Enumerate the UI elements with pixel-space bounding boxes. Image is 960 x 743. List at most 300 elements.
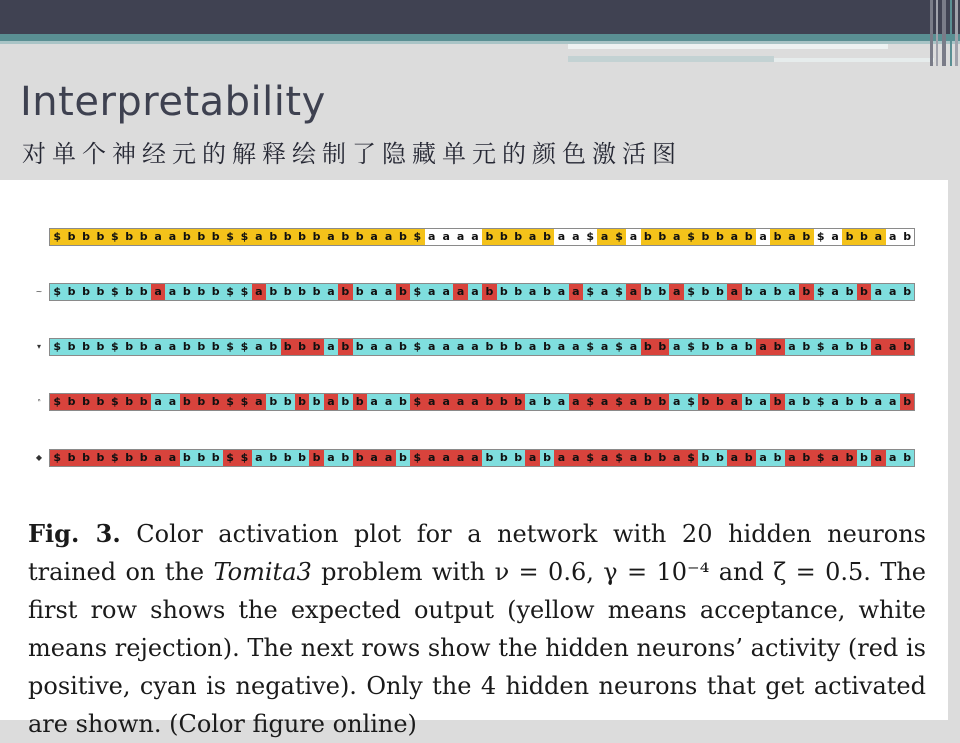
activation-cell: b (64, 284, 78, 300)
activation-cell: b (208, 394, 222, 410)
activation-cell: b (122, 284, 136, 300)
activation-cell: a (252, 394, 266, 410)
activation-cell: a (669, 339, 683, 355)
activation-cell: $ (612, 339, 626, 355)
activation-cell: a (554, 229, 568, 245)
activation-cell: b (194, 394, 208, 410)
activation-cell: b (281, 229, 295, 245)
activation-cell: $ (612, 450, 626, 466)
activation-cell: a (871, 339, 885, 355)
activation-cell: b (266, 284, 280, 300)
caption-text: Color activation plot for a network with 20 hidden neurons trained on the (28, 520, 927, 586)
caption-italic: Tomita3 (213, 558, 312, 586)
activation-cell: a (252, 339, 266, 355)
activation-cell: b (655, 450, 669, 466)
activation-cell: b (338, 229, 352, 245)
activation-cell: b (540, 284, 554, 300)
activation-cell: a (425, 339, 439, 355)
activation-cell: a (381, 284, 395, 300)
activation-cell: a (165, 339, 179, 355)
activation-cell: $ (684, 229, 698, 245)
activation-cell: b (742, 284, 756, 300)
activation-cell: b (122, 339, 136, 355)
activation-cell: b (208, 450, 222, 466)
activation-cell: a (367, 339, 381, 355)
activation-cell: b (266, 450, 280, 466)
activation-cell: b (194, 339, 208, 355)
activation-cell: b (136, 394, 150, 410)
activation-cell: a (569, 229, 583, 245)
activation-cell: b (713, 284, 727, 300)
activation-cell: $ (612, 394, 626, 410)
activation-cell: b (208, 284, 222, 300)
slide-title: Interpretability (20, 79, 326, 125)
activation-cell: b (511, 284, 525, 300)
row-marker: ᐢ (37, 397, 41, 406)
activation-cell: a (439, 450, 453, 466)
activation-cell: b (194, 450, 208, 466)
activation-cell: $ (50, 339, 64, 355)
activation-cell: b (770, 394, 784, 410)
activation-cell: a (425, 284, 439, 300)
activation-cell: b (842, 394, 856, 410)
activation-cell: a (324, 229, 338, 245)
activation-cell: a (886, 229, 900, 245)
activation-cell: b (698, 394, 712, 410)
activation-cell: b (511, 339, 525, 355)
activation-cell: a (669, 394, 683, 410)
activation-cell: a (151, 394, 165, 410)
activation-cell: $ (410, 339, 424, 355)
activation-cell: b (482, 450, 496, 466)
activation-cell: b (900, 284, 914, 300)
activation-cell: $ (612, 284, 626, 300)
activation-cell: a (453, 229, 467, 245)
activation-cell: a (367, 394, 381, 410)
activation-cell: a (597, 394, 611, 410)
activation-cell: b (180, 450, 194, 466)
activation-cell: b (799, 284, 813, 300)
activation-cell: a (439, 229, 453, 245)
activation-cell: b (742, 229, 756, 245)
activation-cell: a (626, 394, 640, 410)
activation-cell: a (785, 394, 799, 410)
activation-cell: b (136, 229, 150, 245)
activation-cell: b (698, 450, 712, 466)
activation-cell: a (569, 450, 583, 466)
activation-cell: b (857, 450, 871, 466)
activation-cell: $ (814, 229, 828, 245)
activation-cell: b (136, 284, 150, 300)
activation-cell: b (281, 394, 295, 410)
activation-cell: b (742, 339, 756, 355)
activation-cell: a (828, 450, 842, 466)
activation-cell: a (828, 284, 842, 300)
activation-cell: a (669, 450, 683, 466)
activation-cell: b (799, 450, 813, 466)
activation-cell: $ (108, 229, 122, 245)
activation-cell: a (554, 450, 568, 466)
activation-cell: b (497, 284, 511, 300)
activation-cell: a (468, 284, 482, 300)
activation-cell: b (338, 284, 352, 300)
activation-cell: $ (50, 394, 64, 410)
activation-cell: a (756, 394, 770, 410)
activation-row-neuron-1 (49, 283, 915, 301)
activation-cell: a (756, 229, 770, 245)
activation-cell: b (353, 339, 367, 355)
activation-cell: b (353, 450, 367, 466)
activation-cell: a (554, 394, 568, 410)
activation-cell: b (208, 229, 222, 245)
activation-cell: b (497, 339, 511, 355)
activation-cell: b (295, 450, 309, 466)
activation-cell: a (439, 394, 453, 410)
activation-cell: b (79, 339, 93, 355)
activation-cell: a (597, 450, 611, 466)
activation-cell: b (799, 229, 813, 245)
activation-cell: b (64, 450, 78, 466)
activation-cell: b (295, 229, 309, 245)
activation-cell: a (468, 229, 482, 245)
activation-cell: b (309, 450, 323, 466)
activation-cell: $ (237, 229, 251, 245)
activation-cell: a (727, 284, 741, 300)
activation-cell: a (727, 394, 741, 410)
activation-cell: b (122, 229, 136, 245)
activation-cell: b (122, 394, 136, 410)
activation-cell: a (367, 284, 381, 300)
activation-cell: b (857, 284, 871, 300)
activation-cell: a (871, 284, 885, 300)
activation-cell: a (367, 450, 381, 466)
activation-cell: b (64, 394, 78, 410)
activation-cell: $ (108, 339, 122, 355)
activation-cell: b (900, 394, 914, 410)
activation-cell: $ (223, 229, 237, 245)
activation-cell: b (511, 394, 525, 410)
slide-subtitle: 对单个神经元的解释绘制了隐藏单元的颜色激活图 (22, 140, 682, 168)
activation-cell: b (309, 339, 323, 355)
activation-cell: $ (410, 284, 424, 300)
activation-cell: $ (223, 284, 237, 300)
activation-cell: $ (684, 394, 698, 410)
activation-cell: a (569, 339, 583, 355)
activation-cell: b (64, 339, 78, 355)
activation-cell: a (252, 284, 266, 300)
activation-cell: b (281, 284, 295, 300)
activation-cell: a (381, 339, 395, 355)
activation-cell: a (525, 229, 539, 245)
activation-cell: b (338, 394, 352, 410)
activation-cell: b (64, 229, 78, 245)
activation-cell: a (525, 450, 539, 466)
activation-cell: b (93, 284, 107, 300)
activation-cell: b (482, 229, 496, 245)
activation-cell: a (165, 284, 179, 300)
activation-cell: a (367, 229, 381, 245)
activation-cell: $ (583, 394, 597, 410)
activation-cell: $ (684, 450, 698, 466)
activation-cell: b (309, 229, 323, 245)
activation-cell: b (770, 339, 784, 355)
activation-cell: b (540, 394, 554, 410)
activation-cell: a (785, 229, 799, 245)
activation-cell: b (540, 339, 554, 355)
activation-cell: b (122, 450, 136, 466)
activation-cell: a (453, 339, 467, 355)
activation-cell: a (381, 229, 395, 245)
caption-text-continued: problem with ν = 0.6, γ = 10⁻⁴ and ζ = 0.5. The first row shows the expected output (yellow means acceptance, white means rejection). The next rows show the hidden neurons’ activity (red is positive, cyan is negative). Only the 4 hidden neurons that get activated are shown. (Color figure online) (28, 558, 926, 738)
activation-cell: $ (814, 450, 828, 466)
activation-cell: $ (410, 450, 424, 466)
activation-cell: a (151, 450, 165, 466)
activation-cell: a (453, 450, 467, 466)
activation-cell: b (309, 394, 323, 410)
activation-cell: b (396, 339, 410, 355)
activation-cell: b (770, 229, 784, 245)
activation-cell: a (569, 284, 583, 300)
activation-cell: b (93, 450, 107, 466)
activation-cell: b (93, 229, 107, 245)
activation-cell: b (655, 394, 669, 410)
activation-cell: b (266, 229, 280, 245)
activation-cell: $ (410, 229, 424, 245)
activation-cell: b (799, 394, 813, 410)
activation-cell: b (842, 229, 856, 245)
activation-cell: b (900, 229, 914, 245)
activation-cell: b (511, 229, 525, 245)
activation-cell: a (828, 229, 842, 245)
activation-cell: b (295, 339, 309, 355)
activation-cell: b (482, 339, 496, 355)
activation-cell: b (900, 339, 914, 355)
activation-cell: b (511, 450, 525, 466)
activation-cell: b (266, 339, 280, 355)
activation-cell: b (655, 339, 669, 355)
activation-cell: a (886, 284, 900, 300)
activation-cell: a (381, 450, 395, 466)
activation-cell: a (468, 394, 482, 410)
activation-cell: b (540, 229, 554, 245)
activation-cell: a (569, 394, 583, 410)
activation-cell: a (727, 450, 741, 466)
activation-cell: b (396, 284, 410, 300)
activation-cell: b (641, 394, 655, 410)
activation-cell: a (525, 394, 539, 410)
activation-cell: $ (612, 229, 626, 245)
activation-cell: a (828, 339, 842, 355)
activation-cell: a (669, 284, 683, 300)
activation-cell: a (756, 284, 770, 300)
figure-caption (28, 515, 926, 743)
activation-cell: a (626, 339, 640, 355)
activation-cell: $ (50, 450, 64, 466)
activation-cell: b (194, 284, 208, 300)
activation-cell: b (194, 229, 208, 245)
activation-cell: a (626, 284, 640, 300)
activation-cell: a (597, 229, 611, 245)
activation-cell: b (79, 284, 93, 300)
activation-cell: a (871, 450, 885, 466)
activation-cell: a (626, 450, 640, 466)
slide-top-bar (0, 0, 960, 34)
activation-cell: $ (50, 284, 64, 300)
activation-cell: $ (814, 339, 828, 355)
activation-cell: $ (108, 284, 122, 300)
activation-cell: b (79, 450, 93, 466)
activation-cell: a (871, 229, 885, 245)
activation-cell: b (396, 394, 410, 410)
activation-cell: b (93, 339, 107, 355)
activation-cell: $ (684, 339, 698, 355)
activation-cell: b (180, 394, 194, 410)
activation-cell: b (208, 339, 222, 355)
activation-cell: b (295, 394, 309, 410)
activation-cell: b (857, 339, 871, 355)
activation-cell: b (857, 229, 871, 245)
activation-cell: $ (237, 450, 251, 466)
activation-cell: b (857, 394, 871, 410)
activation-cell: b (540, 450, 554, 466)
activation-cell: a (756, 450, 770, 466)
activation-row-neuron-4 (49, 449, 915, 467)
activation-cell: a (324, 394, 338, 410)
activation-cell: b (396, 450, 410, 466)
activation-cell: $ (583, 450, 597, 466)
activation-cell: b (79, 229, 93, 245)
activation-cell: b (338, 450, 352, 466)
activation-cell: b (497, 394, 511, 410)
activation-cell: a (151, 229, 165, 245)
slide-accent-line (774, 58, 934, 62)
activation-cell: b (655, 284, 669, 300)
activation-cell: b (713, 339, 727, 355)
row-marker: ▾ (36, 342, 41, 351)
activation-cell: a (871, 394, 885, 410)
activation-cell: b (842, 450, 856, 466)
activation-cell: a (756, 339, 770, 355)
activation-cell: a (425, 394, 439, 410)
activation-cell: $ (223, 394, 237, 410)
activation-cell: a (468, 450, 482, 466)
activation-cell: a (727, 229, 741, 245)
activation-cell: b (900, 450, 914, 466)
activation-cell: $ (237, 339, 251, 355)
activation-cell: a (252, 229, 266, 245)
activation-cell: b (799, 339, 813, 355)
activation-cell: b (482, 284, 496, 300)
activation-row-neuron-2 (49, 338, 915, 356)
activation-cell: a (439, 339, 453, 355)
activation-cell: a (727, 339, 741, 355)
activation-cell: a (324, 450, 338, 466)
activation-cell: $ (108, 394, 122, 410)
activation-cell: a (151, 339, 165, 355)
activation-cell: b (396, 229, 410, 245)
activation-cell: b (281, 450, 295, 466)
activation-cell: b (713, 229, 727, 245)
activation-cell: a (324, 339, 338, 355)
activation-cell: $ (814, 394, 828, 410)
activation-cell: b (353, 394, 367, 410)
activation-cell: b (770, 284, 784, 300)
activation-cell: a (886, 394, 900, 410)
figure-image (0, 180, 948, 738)
activation-cell: a (468, 339, 482, 355)
activation-cell: $ (223, 339, 237, 355)
activation-cell: b (482, 394, 496, 410)
activation-cell: a (554, 339, 568, 355)
activation-cell: b (713, 394, 727, 410)
activation-cell: b (641, 229, 655, 245)
activation-cell: b (266, 394, 280, 410)
activation-cell: a (886, 339, 900, 355)
activation-cell: b (180, 229, 194, 245)
activation-cell: $ (583, 284, 597, 300)
activation-row-expected (49, 228, 915, 246)
activation-cell: b (281, 339, 295, 355)
activation-cell: a (525, 339, 539, 355)
activation-cell: $ (237, 284, 251, 300)
activation-cell: b (180, 339, 194, 355)
activation-cell: b (309, 284, 323, 300)
activation-cell: b (79, 394, 93, 410)
activation-cell: b (497, 450, 511, 466)
activation-cell: b (295, 284, 309, 300)
activation-cell: a (785, 450, 799, 466)
activation-cell: b (698, 229, 712, 245)
activation-cell: a (828, 394, 842, 410)
row-marker: ◆ (35, 453, 43, 462)
activation-cell: a (425, 450, 439, 466)
activation-cell: b (497, 229, 511, 245)
caption-label: Fig. 3. (28, 519, 121, 548)
activation-cell: a (439, 284, 453, 300)
activation-cell: b (742, 450, 756, 466)
activation-cell: a (324, 284, 338, 300)
activation-cell: $ (223, 450, 237, 466)
activation-cell: a (165, 394, 179, 410)
slide-corner-decoration (930, 0, 960, 66)
activation-cell: a (165, 229, 179, 245)
activation-cell: $ (684, 284, 698, 300)
activation-cell: $ (237, 394, 251, 410)
activation-cell: a (252, 450, 266, 466)
activation-cell: $ (583, 339, 597, 355)
activation-cell: $ (410, 394, 424, 410)
activation-cell: b (93, 394, 107, 410)
activation-cell: b (655, 229, 669, 245)
activation-cell: a (425, 229, 439, 245)
activation-cell: a (151, 284, 165, 300)
activation-row-neuron-3 (49, 393, 915, 411)
activation-cell: b (742, 394, 756, 410)
activation-cell: b (180, 284, 194, 300)
activation-cell: b (698, 339, 712, 355)
activation-cell: b (641, 450, 655, 466)
slide-accent-line (568, 56, 774, 62)
activation-cell: a (381, 394, 395, 410)
activation-cell: a (554, 284, 568, 300)
activation-cell: a (597, 284, 611, 300)
activation-cell: b (353, 284, 367, 300)
activation-cell: b (641, 339, 655, 355)
activation-cell: b (842, 339, 856, 355)
activation-cell: b (713, 450, 727, 466)
activation-cell: a (785, 284, 799, 300)
activation-cell: b (353, 229, 367, 245)
